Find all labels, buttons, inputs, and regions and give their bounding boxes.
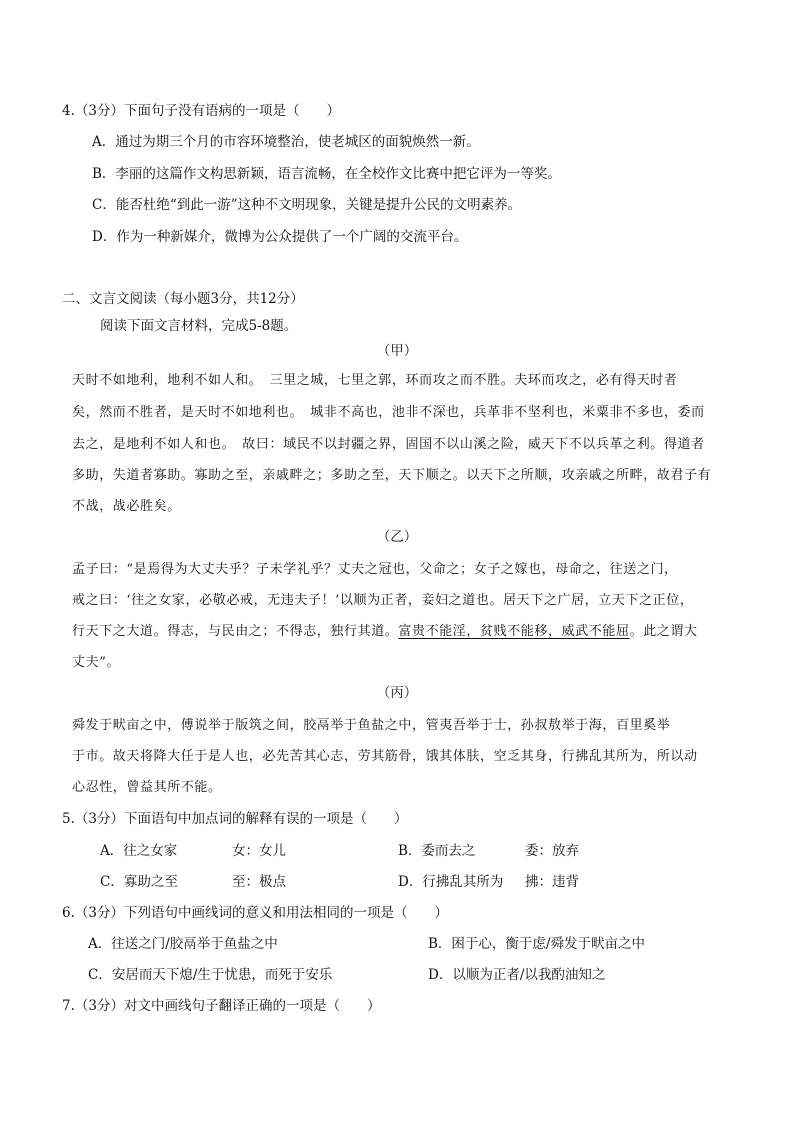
passage-jia-line: 多助，失道者寡助。寡助之至，亲戚畔之；多助之至，天下顺之。以天下之所顺，攻亲戚之所畔，故君子有 xyxy=(72,468,712,483)
passage-jia-title: （甲） xyxy=(376,343,418,359)
q5-option-d-sentence: D．行拂乱其所为 xyxy=(398,874,504,890)
q6-stem: 6.（3分）下列语句中画线词的意义和用法相同的一项是（ ） xyxy=(62,905,448,921)
q5-option-d-gloss: 拂：违背 xyxy=(525,874,579,890)
passage-bing-line: 心忍性，曾益其所不能。 xyxy=(72,780,222,795)
q5-option-a-gloss: 女：女儿 xyxy=(232,843,286,859)
q5-option-c-sentence: C．寡助之至 xyxy=(100,874,178,890)
section-instruction: 阅读下面文言材料，完成5-8题。 xyxy=(100,318,298,334)
passage-yi-line: 丈夫”。 xyxy=(72,655,121,670)
passage-jia-line: 不战，战必胜矣。 xyxy=(72,499,181,514)
q4-stem: 4.（3分）下面句子没有语病的一项是（ ） xyxy=(62,103,340,119)
section-heading: 二、文言文阅读（每小题3分，共12分） xyxy=(62,291,304,307)
passage-bing-title: （丙） xyxy=(376,685,418,701)
passage-yi-title: （乙） xyxy=(376,529,418,545)
q5-stem: 5.（3分）下面语句中加点词的解释有误的一项是（ ） xyxy=(62,811,408,827)
q5-option-b-sentence: B．委而去之 xyxy=(398,843,476,859)
q5-option-c-gloss: 至：极点 xyxy=(232,874,286,890)
passage-jia-line: 天时不如地利，地利不如人和。 三里之城，七里之郭，环而攻之而不胜。夫环而攻之，必有得天时者 xyxy=(72,373,678,388)
q6-option-d: D．以顺为正者/以我酌油知之 xyxy=(428,967,606,983)
underlined-sentence: 富贵不能淫，贫贱不能移，威武不能屈 xyxy=(398,624,630,639)
passage-yi-line xyxy=(72,622,698,642)
q4-option-c: C．能否杜绝“到此一游”这种不文明现象，关键是提升公民的文明素养。 xyxy=(92,197,522,213)
passage-yi-text: 行天下之大道。得志，与民由之；不得志，独行其道。 xyxy=(72,624,399,639)
q4-option-a: A．通过为期三个月的市容环境整治，使老城区的面貌焕然一新。 xyxy=(92,134,480,150)
q5-option-b-gloss: 委：放弃 xyxy=(525,843,579,859)
q6-option-b: B．困于心，衡于虑/舜发于畎亩之中 xyxy=(428,936,645,952)
passage-bing-line: 舜发于畎亩之中，傅说举于版筑之间，胶鬲举于鱼盐之中，管夷吾举于士，孙叔敖举于海，百里奚举 xyxy=(72,718,671,733)
passage-jia-line: 矣，然而不胜者，是天时不如地利也。 城非不高也，池非不深也，兵革非不坚利也，米粟非不多也，委而 xyxy=(72,405,705,420)
passage-bing-line: 于市。故天将降大任于是人也，必先苦其心志，劳其筋骨，饿其体肤，空乏其身，行拂乱其所为，所以动 xyxy=(72,749,698,764)
passage-yi-line: 孟子曰：“是焉得为大丈夫乎？子未学礼乎？丈夫之冠也，父命之；女子之嫁也，母命之，往送之门， xyxy=(72,562,678,577)
q4-option-b: B．李丽的这篇作文构思新颖，语言流畅，在全校作文比赛中把它评为一等奖。 xyxy=(92,166,561,182)
q6-option-c: C．安居而天下熄/生于忧患，而死于安乐 xyxy=(88,967,333,983)
passage-jia-line: 去之，是地利不如人和也。 故曰：域民不以封疆之界，固国不以山溪之险，威天下不以兵革之利。得道者 xyxy=(72,437,705,452)
q6-option-a: A．往送之门/胶鬲举于鱼盐之中 xyxy=(88,936,278,952)
q4-option-d: D．作为一种新媒介，微博为公众提供了一个广阔的交流平台。 xyxy=(92,229,468,245)
passage-yi-line: 戒之曰：‘往之女家，必敬必戒，无违夫子！’以顺为正者，妾妇之道也。居天下之广居，立天下之正位， xyxy=(72,593,694,608)
q7-stem: 7.（3分）对文中画线句子翻译正确的一项是（ ） xyxy=(62,998,381,1014)
passage-yi-text: 。此之谓大 xyxy=(629,624,698,639)
q5-option-a-sentence: A．往之女家 xyxy=(100,843,178,859)
